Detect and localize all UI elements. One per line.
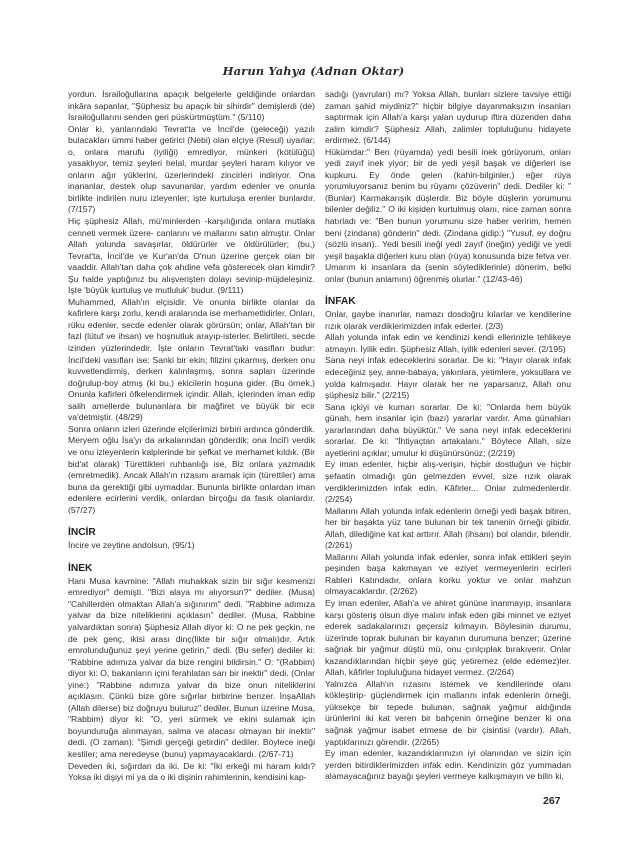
verse-paragraph: Hükümdar:" Ben (rüyamda) yedi besili inek görüyorum, onları yedi zayıf inek yiyor; bir de yedi yeşil başak ve diğerleri ise kupkuru. Ey önde gelen (kahin-bilginler,) eğer rüya yorumluyorsanız benim bu rüyamı çözüverin" dedi. Dediler ki: "(Bunlar) Karmakarışık düşlerdir. Biz böyle düşlerin yorumunu bilenler değiliz." O iki kişiden kurtulmuş olanı, nice zaman sonra hatırladı ve: "Ben bunun yorumunu size haber veririm, hemen beni (zindana) gönderin" dedi. (Zindana gidip:) "Yusuf, ey doğru (sözlü insan).. Yedi besili ineği yedi zayıf (ineğin) yediği ve yedi yeşil başakla diğerleri kuru olan (rüya) konusunda bize fetva ver. Umarım ki insanlara da (senin söylediklerinle) dönerim, belki onlar (bunun anlamını) öğrenmiş olurlar." (12/43-46) (325, 146, 571, 284)
section-heading-incir: İNCİR (68, 527, 96, 539)
verse-paragraph: Hani Musa kavmine: "Allah muhakkak sizin bir sığır kesmenizi emrediyor" demişti. "Bizi alaya mı alıyorsun?" dediler. (Musa) "Cahillerden olmaktan Allah'a sığınırım" dedi. "Rabbine adımıza yalvar da bize niteliklerini açıklasın" dediler. (Musa, Rabbine yalvardıktan sonra) Şüphesiz Allah diyor ki: O ne pek geçkin, ne de pek genç, ikisi arası dinç(likte bir sığır olmalı)dır. Artık emrolunduğunuz şeyi yerine getirin," dedi. (Bu sefer) dediler ki: "Rabbine adımıza yalvar da bize rengini bildirsin." O: "(Rabbim) diyor ki: O, bakanların içini ferahlatan sarı bir inektir" dedi. (Onlar yine:) "Rabbine adımıza yalvar da bize onun niteliklerini açıklasın. Çünkü bize göre sığırlar birbirine benzer. İnşaAllah (Allah dilerse) biz doğruyu buluruz" dediler. Bunun üzerine Musa, "Rabbim) diyor ki: "O, yeri sürmek ve ekini sulamak için boyunduruğa alınmayan, salma ve alacası olmayan bir inektir" dedi. (O zaman): "Şimdi gerçeği getirdin" dediler. Böylece ineği kestiler; ama neredeyse (bunu) yapmayacaklardı. (2/67-71) (68, 575, 315, 759)
verse-paragraph: Onlar, gaybe inanırlar, namazı dosdoğru kılarlar ve kendilerine rızık olarak verdiklerimizden infak ederler. (2/3) (325, 309, 571, 331)
verse-paragraph: sadığı (yavruları) mı? Yoksa Allah, bunları sizlere tavsiye ettiği zaman şahid miydiniz?" hiçbir bilgiye dayanmaksızın insanları saptırmak için Allah'a karşı yalan uydurup iftira düzenden daha zalim kimdir? Şüphesiz Allah, zalimler topluluğunu hidayete erdirmez. (6/144) (325, 89, 571, 146)
verse-paragraph: Mallarını Allah yolunda infak edenler, sonra infak ettikleri şeyin peşinden başa kakmayan ve eziyet vermeyenlerin ecirleri Rableri Katındadır, onlara korku yoktur ve onlar mahzun olmayacaklardır. (2/262) (325, 551, 571, 597)
verse-paragraph: Ey iman edenler, kazandıklarınızın iyi olanından ve sizin için yerden bitirdiklerimizden infak edin. Kendinizin göz yummadan alamayacağınız bayağı şeyleri vermeye kalkışmayın ve bilin ki, (325, 748, 571, 782)
verse-paragraph: Mallarını Allah yolunda infak edenlerin örneği yedi başak bitiren, her bir başakta yüz tane bulunan bir tek tanenin örneği gibidir. Allah, dilediğine kat kat arttırır. Allah (ihsanı) bol olandır, bilendir. (2/261) (325, 505, 571, 551)
verse-paragraph: Ey iman edenler, hiçbir alış-verişin, hiçbir dostluğun ve hiçbir şefaatin olmadığı gün gelmezden evvel, size rızık olarak verdiklerimizden infak edin. Kâfirler... Onlar zulmedenlerdir. (2/254) (325, 459, 571, 505)
verse-paragraph: Sonra onların izleri üzerinde elçilerimizi birbiri ardınca gönderdik. Meryem oğlu İsa'yı da arkalarından gönderdik; ona İncil'i verdik ve onu izleyenlerin kalplerinde bir şefkat ve merhamet kıldık. (Bir bid'at olarak) Türettikleri ruhbanlığı ise, Biz onlara yazmadık (emretmedik). Ancak Allah'ın rızasını aramak için (türettiler) ama buna da gerektiği gibi uymadılar. Bununla birlikte onlardan iman edenlere ecirlerini verdik, onlardan birçoğu da fasık olanlardır. (57/27) (68, 423, 315, 515)
verse-paragraph: Muhammed, Allah'ın elçisidir. Ve onunla birlikte olanlar da kafirlere karşı zorlu, kendi aralarında ise merhametlidirler. Onları, rüku edenler, secde edenler olarak görürsün; onlar, Allah'tan bir fazl (lütuf ve ihsan) ve hoşnutluk arayıp-isterler. Belirtileri, secde izinden yüzlerindedir. İşte onların Tevrat'taki vasıfları budur: İncil'deki vasıfları ise: Sanki bir ekin; filizini çıkarmış, derken onu kuvvetlendirmiş, derken kalınlaşmış, sonra sapları üzerinde doğrulup-boy atmış (ki bu,) ekicilerin hoşuna gider. (Bu örnek,) Onunla kafirleri öfkelendirmek içindir. Allah, içlerinden iman edip salih amellerde bulunanlara bir mağfiret ve büyük bir ecir va'detmiştir. (48/29) (68, 296, 315, 423)
verse-paragraph: İncire ve zeytine andolsun, (95/1) (68, 540, 195, 551)
verse-paragraph: Yalnızca Allah'ın rızasını istemek ve kendilerinde olanı kökleştirip- güçlendirmek için mallarını infak edenlerin örneği, yüksekçe bir tepede bulunan, sağnak yağmur aldığında ürünlerini iki kat veren bir bahçenin örneğine benzer ki ona sağnak yağmur isabet etmese de bir çisintisi (vardır). Allah, yaptıklarınızı görendir. (2/265) (325, 678, 571, 747)
running-header-title: Harun Yahya (Adnan Oktar) (222, 64, 405, 78)
verse-paragraph: Allah yolunda infak edin ve kendinizi kendi ellerinizle tehlikeye atmayın. İyilik edin. Şüphesiz Allah, iyilik edenleri sever. (2/195) (325, 332, 571, 354)
verse-paragraph: yordun. İsrailoğullarına apaçık belgelerle geldiğinde onlardan inkâra sapanlar, "Şüphesiz bu apaçık bir sihirdir" demişlerdi (de) İsrailoğullarını senden geri püskürtmüştüm." (5/110) (68, 89, 315, 123)
section-heading-infak: İNFAK (325, 296, 356, 308)
verse-paragraph: Ey iman edenler, Allah'a ve ahiret gününe inanmayıp, insanlara karşı gösteriş olsun diye malını infak eden gibi minnet ve eziyet ederek sadakalarınızı geçersiz kılmayın. Böylesinin durumu, üzerinde toprak bulunan bir kayanın durumuna benzer; üzerine sağnak bir yağmur düştü mü, onu çırılçıplak bırakıverir. Onlar kazandıklarından hiçbir şeye güç yetiremez (elde edemez)ler. Allah, kâfirler topluluğuna hidayet vermez. (2/264) (325, 597, 571, 678)
section-heading-inek: İNEK (68, 562, 93, 574)
right-column (325, 89, 571, 783)
left-column (68, 89, 315, 784)
verse-paragraph: Sana neyi infak edeceklerini sorarlar. De ki: "Hayır olarak infak edeceğiniz şey, anne-babaya, yakınlara, yetimlere, yoksullara ve yolda kalmışadır. Hayır olarak her ne yaparsanız, Allah onu şüphesiz bilir." (2/215) (325, 355, 571, 401)
verse-paragraph: Deveden iki, sığırdan da iki. De ki: "İki erkeği mi haram kıldı? Yoksa iki dişiyi mi ya da o iki dişinin rahimlerinin, kendisini kap- (68, 760, 315, 783)
page-number: 267 (543, 795, 561, 807)
verse-paragraph: Sana içkiyi ve kumarı sorarlar. De ki: "Onlarda hem büyük günah, hem insanlar için (bazı) yararlar vardır. Ama günahları yararlarından daha büyüktür." Ve sana neyi infak edeceklerini sorarlar. De ki: "İhtiyaçtan artakalanı." Böylece Allah, size ayetlerini açıklar; umulur ki düşünürsünüz; (2/219) (325, 401, 571, 458)
verse-paragraph: Hiç şüphesiz Allah, mü'minlerden -karşılığında onlara mutlaka cenneti vermek üzere- canlarını ve mallarını satın almıştır. Onlar Allah yolunda savaşırlar, öldürürler ve öldürülürler; (bu,) Tevrat'ta, İncil'de ve Kur'an'da O'nun üzerine gerçek olan bir vaaddir. Allah'tan daha çok ahdine vefa gösterecek olan kimdir? Şu halde yaptığınız bu alışverişten dolayı sevinip-müjdeleşiniz. İşte 'büyük kurtuluş ve mutluluk' budur. (9/111) (68, 216, 315, 296)
verse-paragraph: Onlar ki, yanlarındaki Tevrat'ta ve İncil'de (geleceği) yazılı bulacakları ümmi haber getirici (Nebi) olan elçiye (Resul) uyarlar; o, onlara marufu (iyiliği) emrediyor, münkeri (kötülüğü) yasaklıyor, temiz şeyleri helal, murdar şeyleri haram kılıyor ve onların ağır yüklerini, üzerlerindeki zincirleri indiriyor. Ona inananlar, destek olup savunanlar, yardım edenler ve onunla birlikte indirilen nuru izleyenler; işte kurtuluşa erenler bunlardır. (7/157) (68, 123, 315, 215)
